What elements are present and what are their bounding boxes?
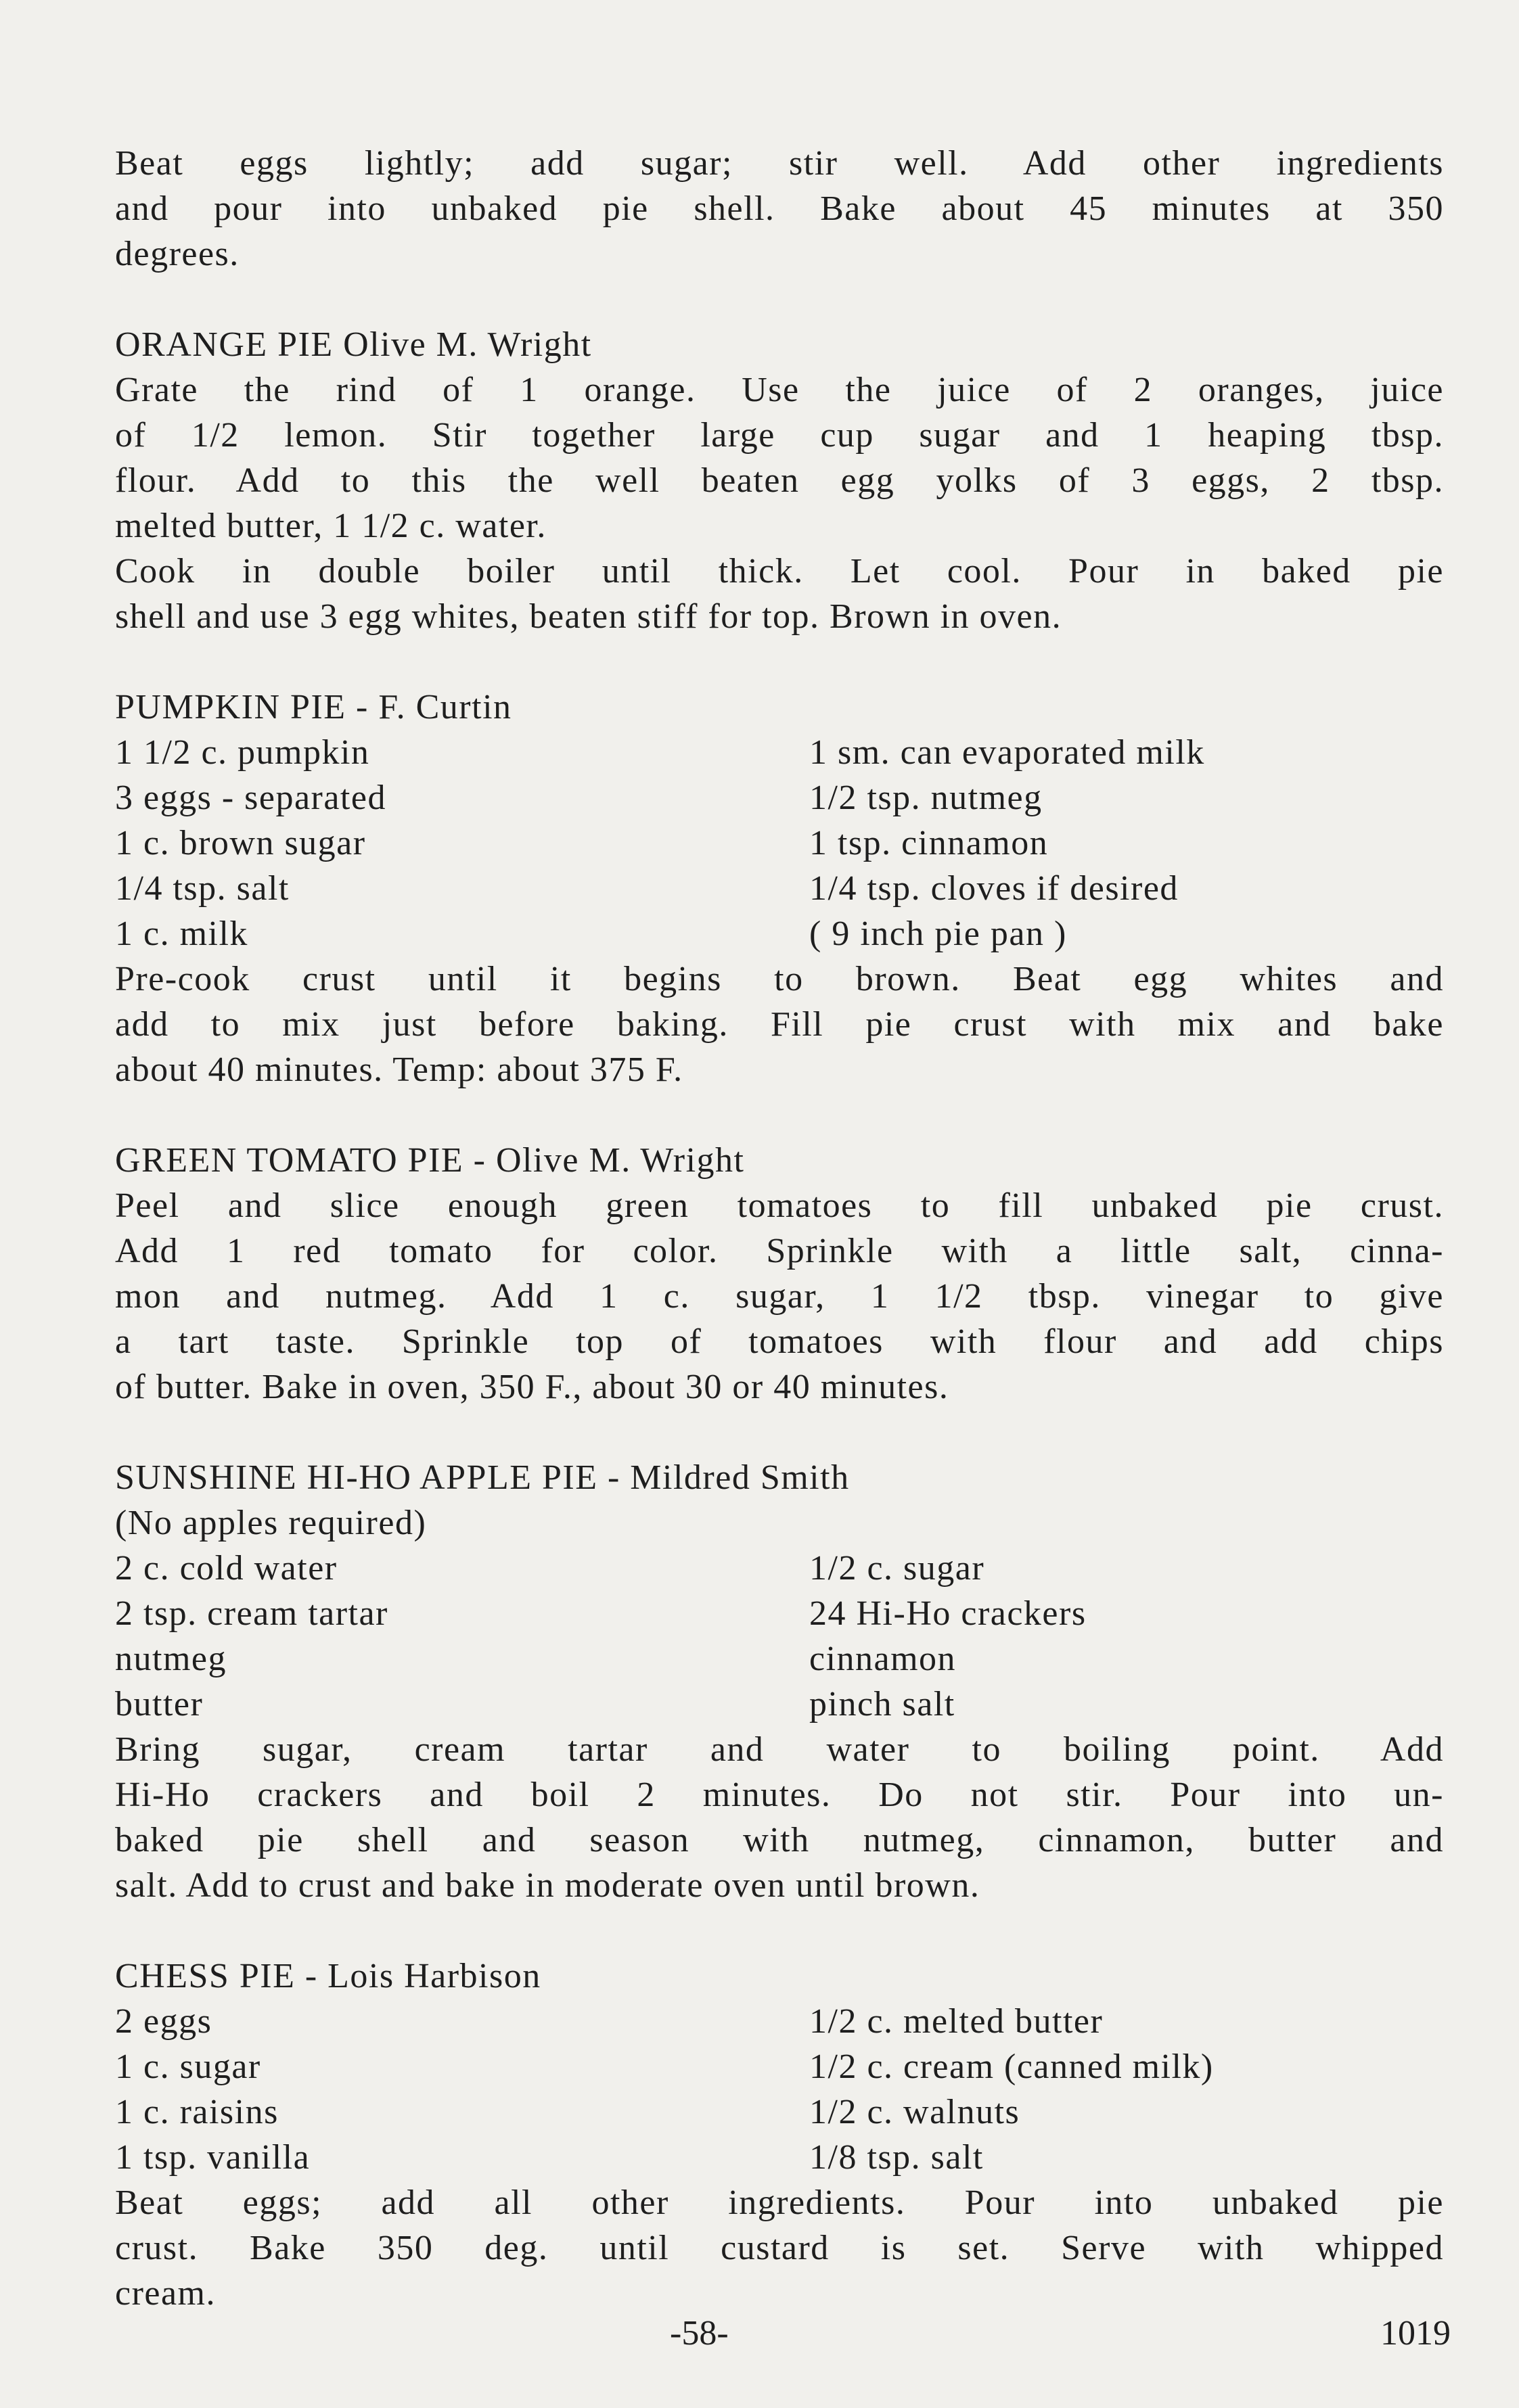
text-line: add to mix just before baking. Fill pie crust with mix and bake [115, 1005, 1444, 1044]
ingredient-left: 2 eggs [115, 2002, 212, 2041]
blank-line [115, 1908, 1444, 1953]
ingredient-left: 1 c. raisins [115, 2093, 279, 2131]
recipe-section [115, 1092, 1444, 1410]
recipe-page [115, 141, 1444, 2316]
instruction-paragraph [115, 1727, 1444, 1908]
ingredient-right: cinnamon [809, 1640, 957, 1678]
ingredient-right: 1 sm. can evaporated milk [809, 733, 1205, 772]
text-line: Add 1 red tomato for color. Sprinkle with a little salt, cinna- [115, 1232, 1444, 1270]
text-line: a tart taste. Sprinkle top of tomatoes with flour and add chips [115, 1322, 1444, 1361]
ingredient-row [115, 1546, 1444, 1591]
blank-line [115, 1410, 1444, 1455]
recipe-title: CHESS PIE - Lois Harbison [115, 1957, 541, 1995]
text-line: Pre-cook crust until it begins to brown. Beat egg whites and [115, 960, 1444, 998]
text-line: shell and use 3 egg whites, beaten stiff for top. Brown in oven. [115, 597, 1062, 636]
text-line: about 40 minutes. Temp: about 375 F. [115, 1050, 683, 1089]
text-line: crust. Bake 350 deg. until custard is set. Serve with whipped [115, 2229, 1444, 2267]
ingredient-right: 1/4 tsp. cloves if desired [809, 869, 1179, 908]
ingredient-left: 1 1/2 c. pumpkin [115, 733, 370, 772]
instruction-paragraph [115, 2180, 1444, 2316]
text-line: Cook in double boiler until thick. Let cool. Pour in baked pie [115, 552, 1444, 591]
page-number: -58- [670, 2314, 729, 2353]
text-line: mon and nutmeg. Add 1 c. sugar, 1 1/2 tbsp. vinegar to give [115, 1277, 1444, 1316]
text-line: Grate the rind of 1 orange. Use the juice of 2 oranges, juice [115, 371, 1444, 409]
text-line: of butter. Bake in oven, 350 F., about 30 or 40 minutes. [115, 1368, 949, 1406]
instruction-paragraph [115, 956, 1444, 1092]
ingredient-left: butter [115, 1685, 204, 1723]
ingredient-left: 1 tsp. vanilla [115, 2138, 311, 2177]
ingredient-row [115, 2135, 1444, 2180]
blank-line [115, 1092, 1444, 1138]
ingredient-left: nutmeg [115, 1640, 227, 1678]
ingredient-right: 1/2 c. walnuts [809, 2093, 1020, 2131]
recipe-section [115, 141, 1444, 277]
ingredient-row [115, 2089, 1444, 2135]
page-code: 1019 [1380, 2314, 1451, 2353]
blank-line [115, 639, 1444, 685]
ingredient-left: 2 tsp. cream tartar [115, 1594, 388, 1633]
ingredient-right: 1/8 tsp. salt [809, 2138, 984, 2177]
text-line: flour. Add to this the well beaten egg yolks of 3 eggs, 2 tbsp. [115, 461, 1444, 500]
ingredient-right: 24 Hi-Ho crackers [809, 1594, 1087, 1633]
instruction-paragraph [115, 141, 1444, 277]
ingredient-row [115, 911, 1444, 956]
ingredient-row [115, 2044, 1444, 2089]
ingredient-row [115, 1999, 1444, 2044]
text-line: baked pie shell and season with nutmeg, cinnamon, butter and [115, 1821, 1444, 1859]
recipe-title: PUMPKIN PIE - F. Curtin [115, 688, 512, 726]
recipe-title: SUNSHINE HI-HO APPLE PIE - Mildred Smith [115, 1458, 850, 1497]
text-line: salt. Add to crust and bake in moderate oven until brown. [115, 1866, 980, 1905]
ingredient-left: 1/4 tsp. salt [115, 869, 290, 908]
text-line: Hi-Ho crackers and boil 2 minutes. Do not stir. Pour into un- [115, 1776, 1444, 1814]
text-line: Bring sugar, cream tartar and water to boiling point. Add [115, 1730, 1444, 1769]
ingredient-row [115, 866, 1444, 911]
text-line: Beat eggs; add all other ingredients. Pour into unbaked pie [115, 2183, 1444, 2222]
ingredient-row [115, 730, 1444, 775]
text-line: Beat eggs lightly; add sugar; stir well. Add other ingredients [115, 144, 1444, 183]
ingredient-right: 1/2 c. sugar [809, 1549, 985, 1588]
ingredient-left: 1 c. milk [115, 914, 248, 953]
ingredient-right: 1/2 tsp. nutmeg [809, 779, 1043, 817]
recipe-title: ORANGE PIE Olive M. Wright [115, 325, 592, 364]
instruction-paragraph [115, 549, 1444, 639]
ingredient-left: 3 eggs - separated [115, 779, 386, 817]
text-line: cream. [115, 2274, 217, 2313]
text-line: degrees. [115, 235, 240, 273]
blank-line [115, 277, 1444, 322]
recipe-section [115, 1908, 1444, 2316]
ingredient-row [115, 820, 1444, 866]
ingredient-right: pinch salt [809, 1685, 955, 1723]
ingredient-left: 1 c. brown sugar [115, 824, 366, 862]
recipe-subtitle: (No apples required) [115, 1504, 427, 1542]
recipe-section [115, 639, 1444, 1092]
text-line: and pour into unbaked pie shell. Bake about 45 minutes at 350 [115, 189, 1444, 228]
recipe-title: GREEN TOMATO PIE - Olive M. Wright [115, 1141, 745, 1180]
ingredient-right: 1/2 c. cream (canned milk) [809, 2047, 1214, 2086]
instruction-paragraph [115, 1183, 1444, 1410]
ingredient-right: 1 tsp. cinnamon [809, 824, 1049, 862]
recipe-section [115, 277, 1444, 639]
text-line: melted butter, 1 1/2 c. water. [115, 507, 547, 545]
ingredient-row [115, 1682, 1444, 1727]
ingredient-right: ( 9 inch pie pan ) [809, 914, 1067, 953]
text-line: of 1/2 lemon. Stir together large cup sugar and 1 heaping tbsp. [115, 416, 1444, 455]
ingredient-row [115, 775, 1444, 820]
text-line: Peel and slice enough green tomatoes to fill unbaked pie crust. [115, 1186, 1444, 1225]
ingredient-row [115, 1636, 1444, 1682]
ingredient-left: 1 c. sugar [115, 2047, 261, 2086]
ingredient-left: 2 c. cold water [115, 1549, 338, 1588]
recipe-section [115, 1410, 1444, 1908]
instruction-paragraph [115, 367, 1444, 549]
ingredient-row [115, 1591, 1444, 1636]
ingredient-right: 1/2 c. melted butter [809, 2002, 1104, 2041]
